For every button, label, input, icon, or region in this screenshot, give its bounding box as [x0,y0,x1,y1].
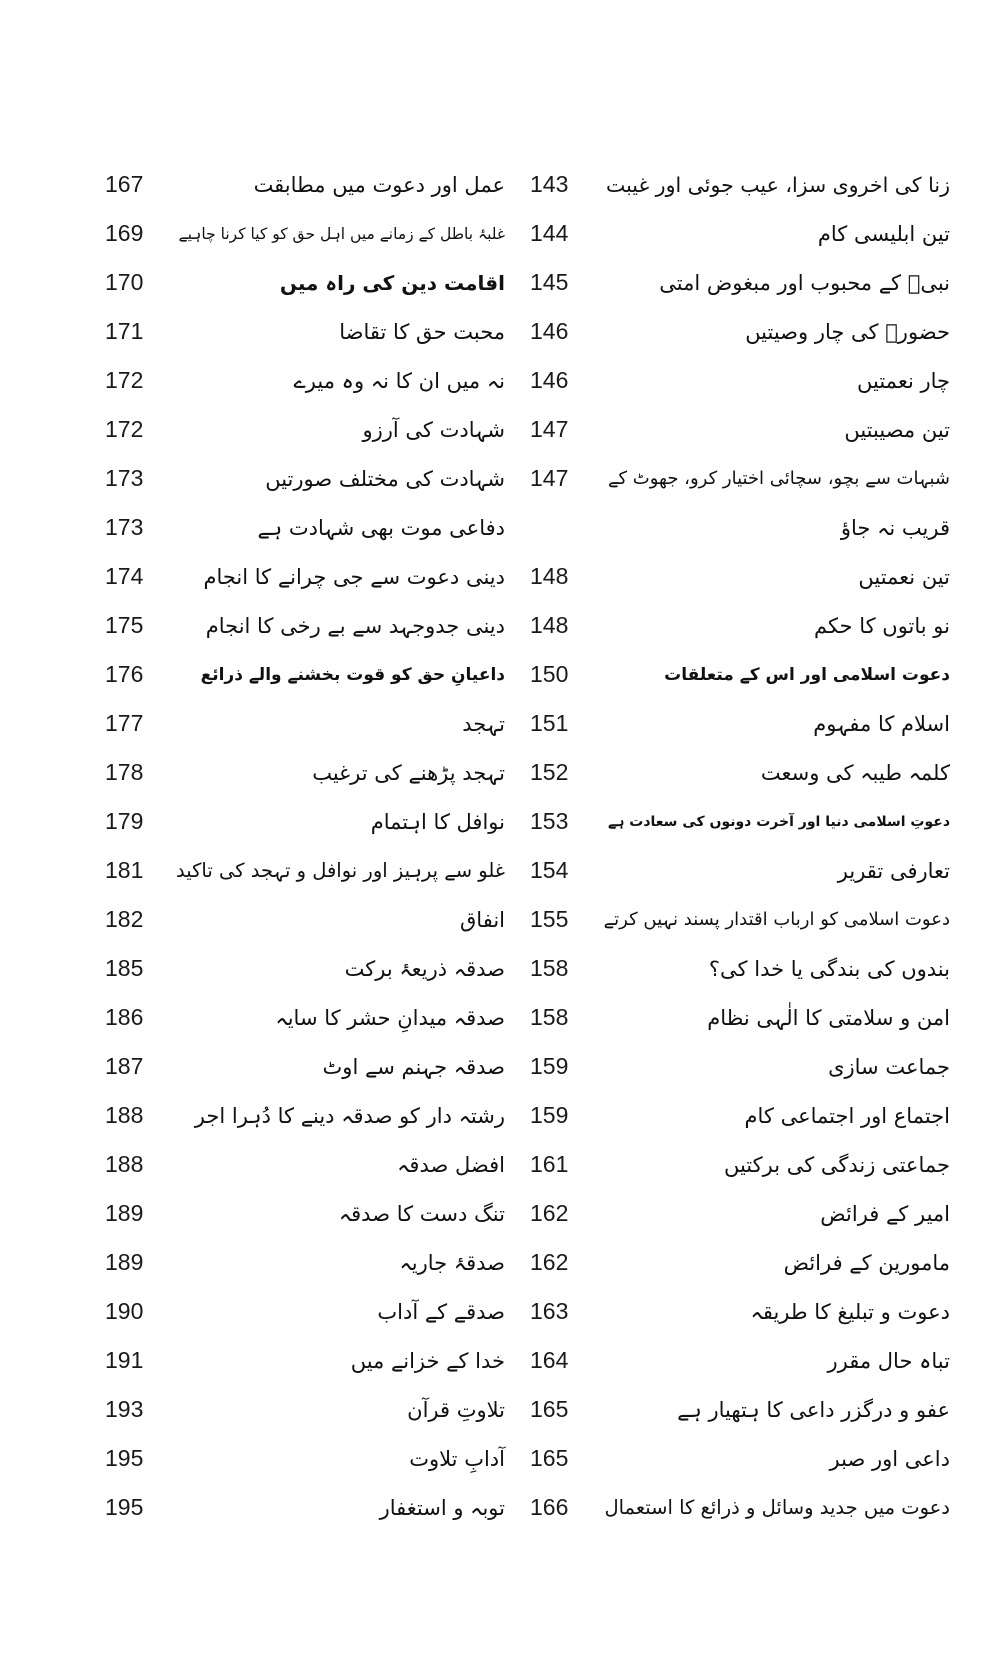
toc-entry-title: تلاوتِ قرآن [407,1397,505,1422]
toc-entry-title: صدقۂ جاریہ [399,1250,505,1275]
toc-entry [530,1238,950,1287]
toc-entry-title: توبہ و استغفار [379,1495,505,1520]
toc-page-number: 172 [105,367,144,393]
toc-entry [105,503,505,552]
toc-entry [105,454,505,503]
toc-entry-title: دعوت اسلامی اور اس کے متعلقات [664,665,950,685]
toc-entry-title: تنگ دست کا صدقہ [338,1201,505,1226]
toc-entry-title: اسلام کا مفہوم [813,711,950,736]
toc-entry [530,601,950,650]
toc-entry [530,405,950,454]
toc-entry [105,1483,505,1532]
toc-page-number: 159 [530,1053,569,1079]
toc-entry [530,258,950,307]
toc-entry-title: دینی جدوجہد سے بے رخی کا انجام [205,613,505,638]
toc-page-number: 167 [105,171,144,197]
toc-entry [530,1140,950,1189]
toc-entry [105,405,505,454]
toc-entry-title: زنا کی اخروی سزا، عیب جوئی اور غیبت [605,172,950,197]
toc-entry-title: تین مصیبتیں [844,417,950,442]
toc-entry-title: قریب نہ جاؤ [840,515,950,540]
toc-entry-title: دعوتِ اسلامی دنیا اور آخرت دونوں کی سعادت ہے [607,813,950,830]
toc-entry-title: خدا کے خزانے میں [350,1348,505,1373]
toc-entry-title: مامورین کے فرائض [783,1250,950,1275]
toc-entry [105,209,505,258]
toc-entry [105,895,505,944]
toc-page-number: 154 [530,857,569,883]
toc-entry [530,1336,950,1385]
toc-entry-title: دعوت و تبلیغ کا طریقہ [750,1299,950,1324]
toc-entry [530,1287,950,1336]
toc-entry [530,503,950,552]
toc-entry [530,454,950,503]
toc-column-right [530,160,950,1532]
toc-entry-title: حضورؐ کی چار وصیتیں [745,319,950,344]
toc-page-number: 163 [530,1298,569,1324]
toc-page-number: 158 [530,955,569,981]
toc-page-number: 162 [530,1200,569,1226]
toc-entry [105,1287,505,1336]
toc-page-number: 145 [530,269,569,295]
toc-page-number: 188 [105,1151,144,1177]
toc-entry-title: نوافل کا اہتمام [370,809,505,834]
toc-entry-title: غلبۂ باطل کے زمانے میں اہل حق کو کیا کرنا چاہیے [178,224,505,243]
toc-page-number: 143 [530,171,569,197]
toc-page-number: 150 [530,661,569,687]
toc-page-number: 177 [105,710,144,736]
toc-entry-title: دعوت میں جدید وسائل و ذرائع کا استعمال [604,1496,950,1519]
toc-entry-title: کلمہ طیبہ کی وسعت [760,760,950,785]
toc-entry [530,1385,950,1434]
toc-entry-title: اقامت دین کی راہ میں [279,270,505,295]
toc-entry [105,748,505,797]
toc-entry [105,1140,505,1189]
toc-page-number: 193 [105,1396,144,1422]
toc-page-number: 170 [105,269,144,295]
toc-page-number: 174 [105,563,144,589]
toc-page-number: 146 [530,367,569,393]
toc-entry [105,601,505,650]
toc-entry-title: جماعت سازی [828,1054,950,1079]
toc-page-number: 169 [105,220,144,246]
toc-entry-title: عمل اور دعوت میں مطابقت [253,172,505,197]
toc-entry-title: دفاعی موت بھی شہادت ہے [257,515,505,540]
toc-entry-title: دعوت اسلامی کو ارباب اقتدار پسند نہیں کرتے [603,909,950,930]
toc-entry [530,993,950,1042]
toc-entry [530,1189,950,1238]
toc-page-number: 182 [105,906,144,932]
toc-page-number: 173 [105,465,144,491]
toc-entry [530,160,950,209]
toc-entry [105,552,505,601]
toc-entry [105,1336,505,1385]
toc-entry [105,1385,505,1434]
toc-entry-title: تین ابلیسی کام [817,221,950,246]
toc-page-number: 161 [530,1151,569,1177]
toc-page-number: 189 [105,1200,144,1226]
toc-entry-title: انفاق [460,907,505,932]
toc-entry-title: شہادت کی آرزو [362,417,505,442]
toc-entry [530,1091,950,1140]
toc-page-number: 146 [530,318,569,344]
toc-entry [105,1189,505,1238]
toc-entry-title: بندوں کی بندگی یا خدا کی؟ [708,956,950,981]
toc-page-number: 165 [530,1396,569,1422]
toc-entry [105,650,505,699]
toc-entry-title: دینی دعوت سے جی چرانے کا انجام [203,564,505,589]
toc-entry-title: تہجد پڑھنے کی ترغیب [312,760,505,785]
toc-page-number: 147 [530,416,569,442]
toc-entry [530,797,950,846]
toc-entry-title: صدقہ ذریعۂ برکت [344,956,505,981]
toc-entry-title: جماعتی زندگی کی برکتیں [723,1152,950,1177]
toc-page-number: 190 [105,1298,144,1324]
toc-column-left [105,160,505,1532]
toc-entry [105,846,505,895]
toc-entry [105,1091,505,1140]
toc-entry-title: صدقہ جہنم سے اوٹ [322,1054,505,1079]
toc-page-number: 153 [530,808,569,834]
toc-entry-title: آدابِ تلاوت [409,1446,505,1471]
toc-entry-title: چار نعمتیں [857,368,950,393]
toc-entry-title: اجتماع اور اجتماعی کام [744,1103,950,1128]
toc-entry [530,1042,950,1091]
toc-entry [105,993,505,1042]
toc-page-number: 152 [530,759,569,785]
toc-page-number: 195 [105,1445,144,1471]
toc-entry-title: رشتہ دار کو صدقہ دینے کا دُہرا اجر [194,1103,505,1128]
toc-entry-title: شہادت کی مختلف صورتیں [265,466,505,491]
toc-page-number: 166 [530,1494,569,1520]
toc-page-number: 144 [530,220,569,246]
toc-entry-title: امیر کے فرائض [820,1201,950,1226]
toc-page-number: 179 [105,808,144,834]
toc-entry [530,650,950,699]
toc-page-number: 147 [530,465,569,491]
toc-entry-title: غلو سے پرہیز اور نوافل و تہجد کی تاکید [176,859,505,882]
toc-entry [105,797,505,846]
toc-entry-title: داعی اور صبر [829,1446,950,1471]
toc-entry-title: شبہات سے بچو، سچائی اختیار کرو، جھوٹ کے [607,468,950,489]
toc-entry [105,1238,505,1287]
toc-entry [530,895,950,944]
toc-entry-title: تعارفی تقریر [837,858,950,883]
toc-entry [530,356,950,405]
toc-page-number: 148 [530,563,569,589]
toc-entry [105,944,505,993]
toc-page-number: 189 [105,1249,144,1275]
toc-page-number: 151 [530,710,569,736]
toc-page-number: 185 [105,955,144,981]
toc-page-number: 164 [530,1347,569,1373]
toc-page-number: 188 [105,1102,144,1128]
toc-entry-title: نبیؐ کے محبوب اور مبغوض امتی [659,270,950,295]
toc-entry [530,552,950,601]
toc-page-number: 159 [530,1102,569,1128]
toc-entry-title: تباہ حال مقرر [827,1348,950,1373]
toc-page-number: 158 [530,1004,569,1030]
toc-page-number: 172 [105,416,144,442]
toc-page-number: 176 [105,661,144,687]
toc-entry [530,1434,950,1483]
toc-entry [530,699,950,748]
toc-page-number: 195 [105,1494,144,1520]
toc-entry-title: تہجد [462,711,505,736]
toc-page-number: 178 [105,759,144,785]
toc-entry [530,209,950,258]
toc-entry [105,699,505,748]
toc-entry-title: تین نعمتیں [858,564,950,589]
toc-entry-title: افضل صدقہ [397,1152,505,1177]
toc-page-number: 186 [105,1004,144,1030]
toc-page-number: 171 [105,318,144,344]
toc-entry [530,944,950,993]
toc-entry-title: نہ میں ان کا نہ وہ میرے [293,368,505,393]
toc-page-number: 191 [105,1347,144,1373]
toc-entry [105,307,505,356]
toc-entry [105,160,505,209]
toc-entry-title: صدقہ میدانِ حشر کا سایہ [275,1005,505,1030]
toc-entry [530,748,950,797]
toc-entry [105,1042,505,1091]
toc-entry-title: محبت حق کا تقاضا [339,319,505,344]
toc-page-number: 155 [530,906,569,932]
toc-entry-title: صدقے کے آداب [377,1299,505,1324]
toc-entry [530,1483,950,1532]
toc-page-number: 187 [105,1053,144,1079]
toc-entry-title: امن و سلامتی کا الٰہی نظام [707,1005,950,1030]
toc-entry [105,258,505,307]
toc-page-number: 148 [530,612,569,638]
toc-page-number: 165 [530,1445,569,1471]
toc-entry-title: عفو و درگزر داعی کا ہتھیار ہے [677,1397,950,1422]
toc-entry-title: نو باتوں کا حکم [813,613,950,638]
toc-entry [105,1434,505,1483]
toc-entry [530,846,950,895]
toc-entry-title: داعیانِ حق کو قوت بخشنے والے ذرائع [200,665,505,685]
toc-page-number: 173 [105,514,144,540]
toc-entry [105,356,505,405]
toc-page-number: 181 [105,857,144,883]
toc-page-number: 175 [105,612,144,638]
toc-page-number: 162 [530,1249,569,1275]
toc-entry [530,307,950,356]
